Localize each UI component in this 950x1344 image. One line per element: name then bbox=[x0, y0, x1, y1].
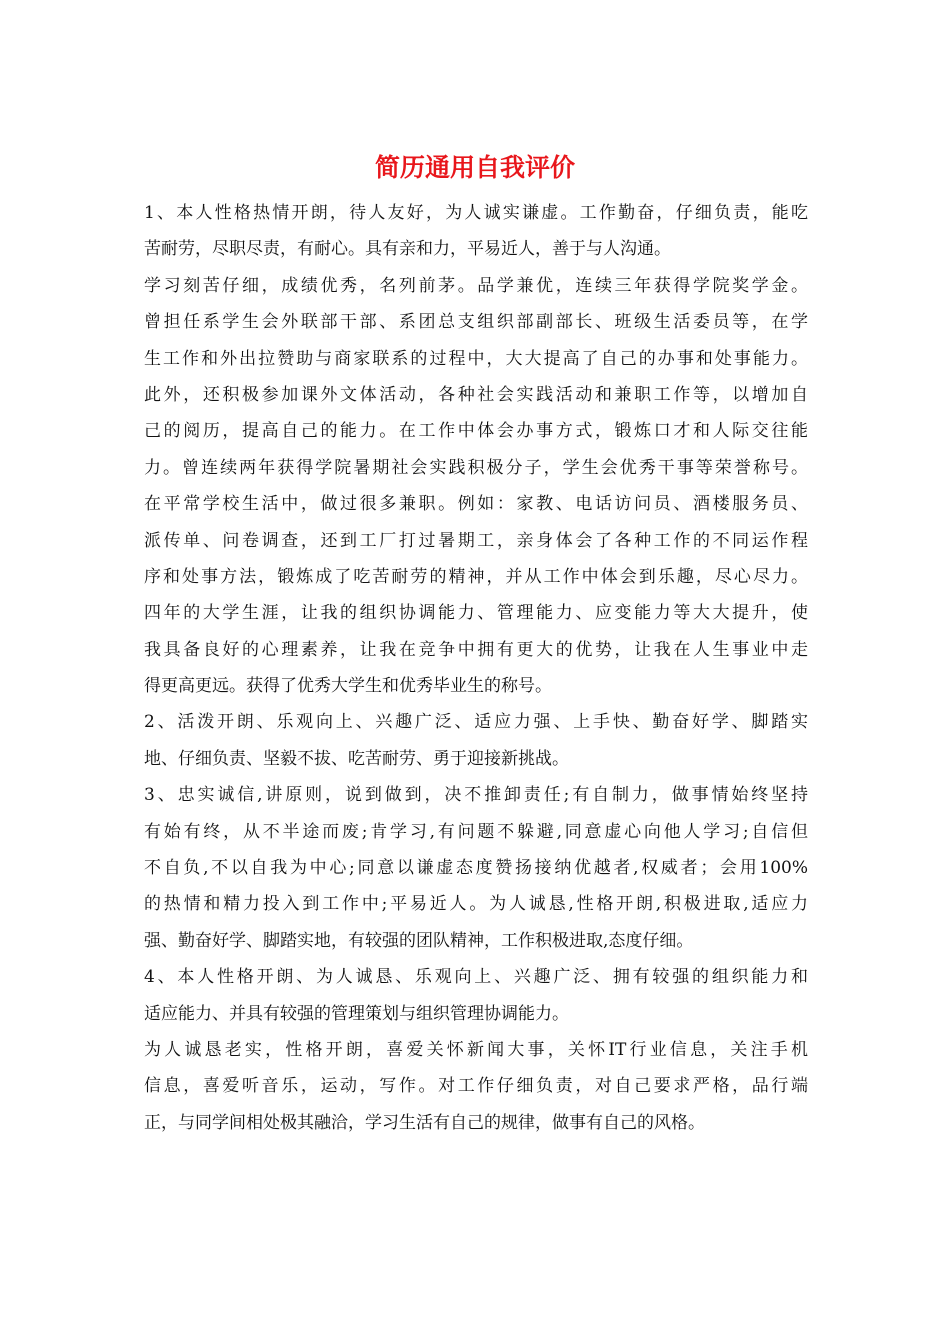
text-line: 我具备良好的心理素养，让我在竞争中拥有更大的优势，让我在人生事业中走 bbox=[144, 639, 808, 660]
text-line: 信息，喜爱听音乐，运动，写作。对工作仔细负责，对自己要求严格，品行端 bbox=[144, 1076, 808, 1097]
text-line: 此外，还积极参加课外文体活动，各种社会实践活动和兼职工作等，以增加自 bbox=[144, 384, 808, 405]
text-line: 2、活泼开朗、乐观向上、兴趣广泛、适应力强、上手快、勤奋好学、脚踏实 bbox=[144, 712, 808, 733]
document-body bbox=[144, 195, 808, 1141]
document-title: 简历通用自我评价 bbox=[374, 153, 575, 182]
text-line: 派传单、问卷调查，还到工厂打过暑期工，亲身体会了各种工作的不同运作程 bbox=[144, 530, 808, 551]
text-line: 为人诚恳老实，性格开朗，喜爱关怀新闻大事，关怀IT行业信息，关注手机 bbox=[144, 1039, 808, 1060]
text-line: 地、仔细负责、坚毅不拔、吃苦耐劳、勇于迎接新挑战。 bbox=[144, 748, 569, 769]
text-line: 不自负,不以自我为中心;同意以谦虚态度赞扬接纳优越者,权威者；会用100% bbox=[144, 858, 808, 879]
text-line: 3、忠实诚信,讲原则，说到做到，决不推卸责任;有自制力，做事情始终坚持 bbox=[144, 785, 808, 806]
text-line: 生工作和外出拉赞助与商家联系的过程中，大大提高了自己的办事和处事能力。 bbox=[144, 348, 808, 369]
text-line: 正，与同学间相处极其融洽，学习生活有自己的规律，做事有自己的风格。 bbox=[144, 1112, 705, 1133]
text-line: 序和处事方法，锻炼成了吃苦耐劳的精神，并从工作中体会到乐趣，尽心尽力。 bbox=[144, 566, 808, 587]
text-line: 4、本人性格开朗、为人诚恳、乐观向上、兴趣广泛、拥有较强的组织能力和 bbox=[144, 967, 808, 988]
text-line: 力。曾连续两年获得学院暑期社会实践积极分子，学生会优秀干事等荣誉称号。 bbox=[144, 457, 808, 478]
text-line: 学习刻苦仔细，成绩优秀，名列前茅。品学兼优，连续三年获得学院奖学金。 bbox=[144, 275, 808, 296]
text-line: 1、本人性格热情开朗，待人友好，为人诚实谦虚。工作勤奋，仔细负责，能吃 bbox=[144, 203, 808, 223]
text-line: 有始有终，从不半途而废;肯学习,有问题不躲避,同意虚心向他人学习;自信但 bbox=[144, 821, 808, 842]
text-line: 在平常学校生活中，做过很多兼职。例如：家教、电话访问员、酒楼服务员、 bbox=[144, 494, 808, 515]
text-line: 强、勤奋好学、脚踏实地，有较强的团队精神，工作积极进取,态度仔细。 bbox=[144, 930, 694, 951]
text-line: 得更高更远。获得了优秀大学生和优秀毕业生的称号。 bbox=[144, 676, 552, 697]
text-line: 苦耐劳，尽职尽责，有耐心。具有亲和力，平易近人，善于与人沟通。 bbox=[144, 239, 671, 260]
text-line: 己的阅历，提高自己的能力。在工作中体会办事方式，锻炼口才和人际交往能 bbox=[144, 421, 808, 442]
text-line: 四年的大学生涯，让我的组织协调能力、管理能力、应变能力等大大提升，使 bbox=[144, 603, 808, 624]
text-line: 适应能力、并具有较强的管理策划与组织管理协调能力。 bbox=[144, 1003, 569, 1024]
text-line: 的热情和精力投入到工作中;平易近人。为人诚恳,性格开朗,积极进取,适应力 bbox=[144, 894, 808, 915]
text-line: 曾担任系学生会外联部干部、系团总支组织部副部长、班级生活委员等，在学 bbox=[144, 312, 808, 333]
